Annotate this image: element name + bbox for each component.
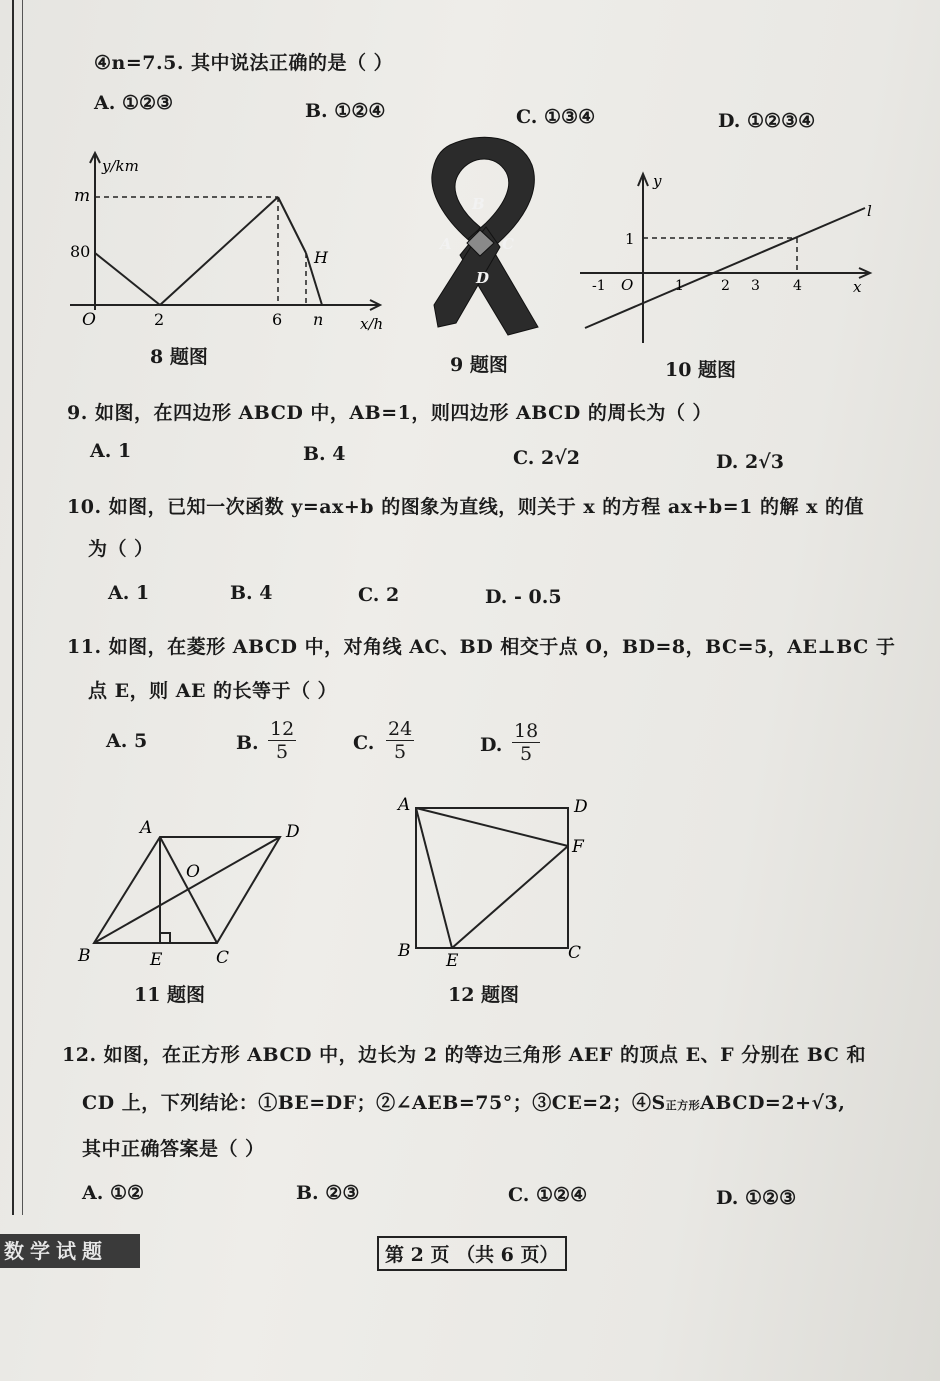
q10-tick4: 4 xyxy=(793,278,802,294)
q11-option-b-denominator: 5 xyxy=(276,741,289,763)
q11-option-d-numerator: 18 xyxy=(514,720,539,742)
q10-1-label: 1 xyxy=(625,230,635,248)
q8-option-d: D. ①②③④ xyxy=(718,110,816,132)
q12-stem-subscript: 正方形 xyxy=(665,1099,701,1112)
q8-x6-label: 6 xyxy=(272,310,283,329)
q10-y-label: y xyxy=(653,172,662,190)
q12-option-d: D. ①②③ xyxy=(716,1187,797,1209)
q8-option-b: B. ①②④ xyxy=(305,100,386,122)
q9-option-a: A. 1 xyxy=(90,440,132,462)
q11-d-label: D xyxy=(286,822,300,842)
q11-option-d-denominator: 5 xyxy=(520,743,533,765)
q9-option-d: D. 2√3 xyxy=(716,451,784,473)
q8-figure xyxy=(60,145,390,345)
q12-option-a: A. ①② xyxy=(82,1182,145,1204)
q8-80-label: 80 xyxy=(70,242,91,261)
q10-option-c: C. 2 xyxy=(358,584,400,606)
q11-e-label: E xyxy=(150,950,163,970)
q11-option-d-label: D. xyxy=(480,734,503,756)
q12-d-label: D xyxy=(574,797,588,817)
q10-x-label: x xyxy=(853,278,862,296)
q11-option-c-fraction xyxy=(386,718,414,763)
q8-option-c: C. ①③④ xyxy=(516,106,596,128)
q11-option-d-fraction xyxy=(512,720,540,765)
q11-c-label: C xyxy=(216,948,230,968)
q11-stem-line1: 11. 如图，在菱形 ABCD 中，对角线 AC、BD 相交于点 O，BD=8，BC=5，AE⊥BC 于 xyxy=(67,636,896,658)
q12-stem-line1: 12. 如图，在正方形 ABCD 中，边长为 2 的等边三角形 AEF 的顶点 E、F 分别在 BC 和 xyxy=(62,1044,867,1066)
footer-subject: 数学试题 xyxy=(0,1234,140,1268)
q12-f-label: F xyxy=(572,837,584,857)
q11-option-c-label: C. xyxy=(353,732,375,754)
q11-option-b-fraction xyxy=(268,718,296,763)
q12-stem-line3: 其中正确答案是（ ） xyxy=(82,1138,265,1160)
q10-option-a: A. 1 xyxy=(108,582,150,604)
q9-c-label: C xyxy=(502,235,514,253)
q10-option-d: D. - 0.5 xyxy=(485,586,562,608)
q8-x2-label: 2 xyxy=(154,310,165,329)
q9-stem: 9. 如图，在四边形 ABCD 中，AB=1，则四边形 ABCD 的周长为（ ） xyxy=(67,402,712,424)
q12-option-b: B. ②③ xyxy=(296,1182,360,1204)
q10-caption: 10 题图 xyxy=(665,359,737,381)
footer-page-number: 第 2 页 （共 6 页） xyxy=(377,1236,567,1271)
q8-h-label: H xyxy=(314,248,328,267)
q10-option-b: B. 4 xyxy=(230,582,273,604)
q10-tick2: 2 xyxy=(721,278,730,294)
q8-x-label: x/h xyxy=(360,315,384,333)
q12-stem-line2-end: ABCD=2+√3, xyxy=(700,1092,846,1114)
q11-a-label: A xyxy=(140,818,153,838)
q12-stem-line2-text: CD 上，下列结论：①BE=DF；②∠AEB=75°；③CE=2；④S xyxy=(82,1092,666,1114)
q12-option-c: C. ①②④ xyxy=(508,1184,588,1206)
binding-margin-line-inner xyxy=(22,0,23,1215)
q9-a-label: A xyxy=(440,235,452,253)
q11-stem-line2: 点 E，则 AE 的长等于（ ） xyxy=(88,680,338,702)
q11-b-label: B xyxy=(78,946,91,966)
q11-figure xyxy=(72,815,312,975)
q10-figure xyxy=(575,168,880,348)
q11-option-c-numerator: 24 xyxy=(388,718,413,740)
q8-option-a: A. ①②③ xyxy=(94,92,174,114)
q8-m-label: m xyxy=(74,186,91,206)
q8-y-label: y/km xyxy=(102,157,139,175)
q11-o-label: O xyxy=(186,862,200,882)
q9-caption: 9 题图 xyxy=(450,354,508,376)
q12-c-label: C xyxy=(568,943,582,963)
q12-a-label: A xyxy=(398,795,411,815)
q8-n-label: n xyxy=(313,310,324,329)
q12-stem-line2 xyxy=(82,1088,845,1115)
q8-origin-label: O xyxy=(82,310,96,330)
q10-tick1: 1 xyxy=(675,278,684,294)
q10-l-label: l xyxy=(867,202,872,220)
q9-d-label: D xyxy=(476,269,490,287)
q10-origin-label: O xyxy=(621,276,634,294)
q8-caption: 8 题图 xyxy=(150,346,208,368)
q12-b-label: B xyxy=(398,941,411,961)
q10-stem-line1: 10. 如图，已知一次函数 y=ax+b 的图象为直线，则关于 x 的方程 ax+b=1 的解 x 的值 xyxy=(67,496,865,518)
q9-figure xyxy=(420,135,555,340)
q9-option-b: B. 4 xyxy=(303,443,346,465)
q11-caption: 11 题图 xyxy=(134,984,206,1006)
q11-option-b-numerator: 12 xyxy=(270,718,295,740)
binding-margin-line xyxy=(12,0,14,1215)
q10-tick3: 3 xyxy=(751,278,760,294)
q9-option-c: C. 2√2 xyxy=(513,447,580,469)
q10-stem-line2: 为（ ） xyxy=(88,538,154,560)
q9-b-label: B xyxy=(472,195,485,213)
q11-option-b-label: B. xyxy=(236,732,259,754)
q11-option-c-denominator: 5 xyxy=(394,741,407,763)
q12-e-label: E xyxy=(446,951,459,971)
q8-stem-tail: ④n=7.5. 其中说法正确的是（ ） xyxy=(94,52,394,74)
q12-caption: 12 题图 xyxy=(448,984,520,1006)
q10-neg1-label: -1 xyxy=(592,278,606,294)
q11-option-a: A. 5 xyxy=(106,730,148,752)
q12-figure xyxy=(390,790,610,975)
